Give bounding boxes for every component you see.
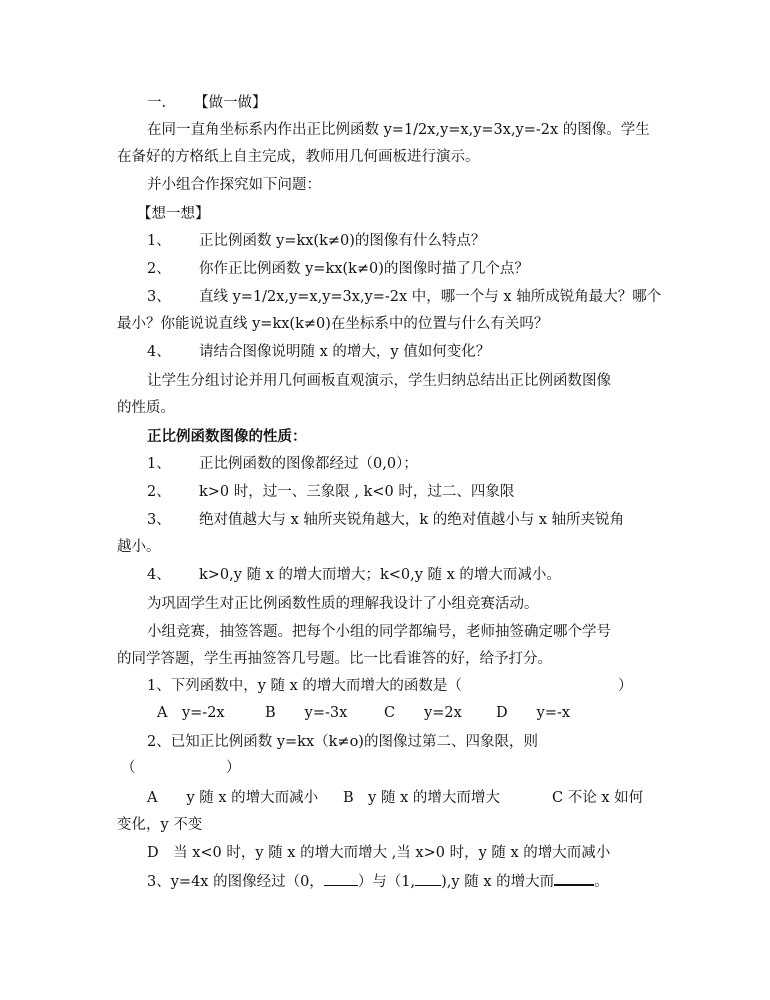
property-text: k>0,y 随 x 的增大而增大；k<0,y 随 x 的增大而减小。 xyxy=(199,567,561,583)
question-number: 2、 xyxy=(147,261,171,277)
exercise-1-option-a: A y=-2x xyxy=(157,705,225,721)
properties-heading: 正比例函数图像的性质： xyxy=(147,428,307,445)
section-title-do: 【做一做】 xyxy=(194,95,267,111)
paragraph-line: 为巩固学生对正比例函数性质的理解我设计了小组竞赛活动。 xyxy=(147,596,539,612)
exercise-2-stem: 2、已知正比例函数 y=kx（k≠o)的图像过第二、四象限，则 xyxy=(147,734,538,750)
question-number: 4、 xyxy=(147,344,171,360)
paragraph-line: 的性质。 xyxy=(117,400,175,416)
exercise-1-option-c: C y=2x xyxy=(384,705,462,721)
exercise-3 xyxy=(147,870,609,892)
property-number: 4、 xyxy=(147,567,171,583)
property-number: 2、 xyxy=(147,484,171,500)
question-text: 你作正比例函数 y=kx(k≠0)的图像时描了几个点？ xyxy=(199,261,529,277)
exercise-3-part: 。 xyxy=(594,874,609,890)
property-text: 正比例函数的图像都经过（0,0）； xyxy=(199,456,418,472)
question-text: 直线 y=1/2x,y=x,y=3x,y=-2x 中，哪一个与 x 轴所成锐角最大？哪个 xyxy=(199,289,662,305)
exercise-2-option-c: C 不论 x 如何 xyxy=(552,790,644,806)
exercise-2-option-c-continued: 变化，y 不变 xyxy=(117,817,203,833)
question-text: 正比例函数 y=kx(k≠0)的图像有什么特点？ xyxy=(199,233,486,249)
answer-blank[interactable] xyxy=(415,871,441,886)
question-number: 1、 xyxy=(147,233,171,249)
property-text: k>0 时，过一、三象限 , k<0 时，过二、四象限 xyxy=(199,484,515,500)
paragraph-line: 的同学答题，学生再抽签答几号题。比一比看谁答的好，给予打分。 xyxy=(117,651,552,667)
section-title-think: 【想一想】 xyxy=(137,206,210,222)
exercise-3-part: ),y 随 x 的增大而 xyxy=(441,874,555,890)
exercise-1-option-d: D y=-x xyxy=(496,705,571,721)
paragraph-line: 让学生分组讨论并用几何画板直观演示，学生归纳总结出正比例函数图像 xyxy=(147,373,611,389)
exercise-2-option-b: B y 随 x 的增大而增大 xyxy=(343,790,500,806)
exercise-2-open-paren: （ xyxy=(121,760,136,776)
exercise-1-stem: 1、下列函数中，y 随 x 的增大而增大的函数是（ xyxy=(147,678,462,694)
property-text-continued: 越小。 xyxy=(117,539,161,555)
question-text-continued: 最小？你能说说直线 y=kx(k≠0)在坐标系中的位置与什么有关吗？ xyxy=(117,316,549,332)
answer-blank[interactable] xyxy=(324,871,358,886)
property-number: 3、 xyxy=(147,512,171,528)
paragraph-line: 并小组合作探究如下问题： xyxy=(147,177,321,193)
exercise-1-close-paren: ） xyxy=(618,678,633,694)
section-number: 一. xyxy=(147,95,167,111)
paragraph-line: 小组竞赛，抽签答题。把每个小组的同学都编号，老师抽签确定哪个学号 xyxy=(147,624,611,640)
property-text: 绝对值越大与 x 轴所夹锐角越大，k 的绝对值越小与 x 轴所夹锐角 xyxy=(199,512,625,528)
paragraph-line: 在备好的方格纸上自主完成，教师用几何画板进行演示。 xyxy=(117,149,480,165)
question-number: 3、 xyxy=(147,289,171,305)
property-number: 1、 xyxy=(147,456,171,472)
exercise-2-option-a: A y 随 x 的增大而减小 xyxy=(147,790,319,806)
exercise-3-part: 3、y=4x 的图像经过（0， xyxy=(147,874,324,890)
exercise-2-close-paren: ） xyxy=(226,760,241,776)
question-text: 请结合图像说明随 x 的增大，y 值如何变化？ xyxy=(199,344,491,360)
exercise-1-option-b: B y=-3x xyxy=(265,705,348,721)
exercise-3-part: ）与（1, xyxy=(357,874,416,890)
paragraph-line: 在同一直角坐标系内作出正比例函数 y=1/2x,y=x,y=3x,y=-2x 的图像。学生 xyxy=(147,122,650,138)
answer-blank[interactable] xyxy=(554,870,594,886)
exercise-2-option-d: D 当 x<0 时，y 随 x 的增大而增大 ,当 x>0 时，y 随 x 的增大而减小 xyxy=(147,845,611,861)
